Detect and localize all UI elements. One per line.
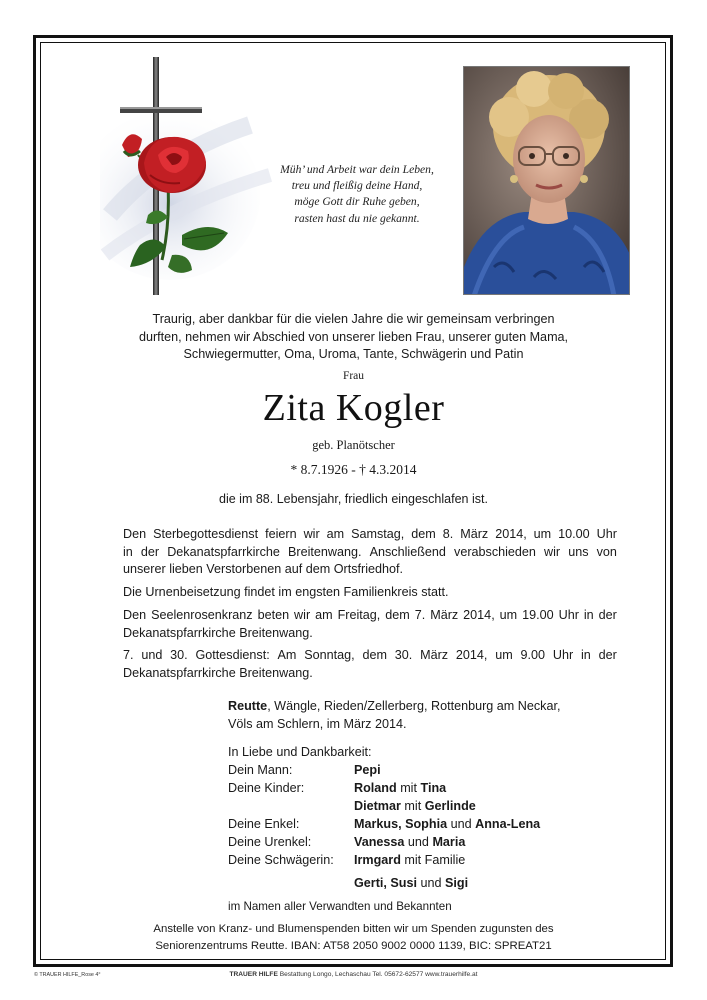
word: feiern — [265, 527, 297, 541]
word: 7. — [414, 608, 426, 622]
poem-line: rasten hast du nie gekannt. — [294, 211, 420, 225]
family-member: Dietmar — [354, 799, 401, 813]
life-dates: * 8.7.1926 - † 4.3.2014 — [290, 462, 417, 477]
word: Anschließend — [369, 544, 446, 559]
word: Am — [277, 648, 297, 662]
family-member: Gerlinde — [424, 799, 476, 813]
brand-name: TRAUER HILFE — [229, 971, 278, 978]
poem — [262, 162, 452, 227]
service-paragraph-4 — [123, 647, 617, 682]
donation-line: Anstelle von Kranz- und Blumenspenden bitten wir um Spenden zugunsten des — [153, 923, 554, 935]
word: der — [140, 544, 160, 559]
family-connector: mit — [404, 799, 422, 813]
donation-note — [60, 921, 647, 955]
service-line: Dekanatspfarrkirche Breitenwang. — [123, 665, 313, 680]
service-paragraph-1 — [123, 526, 617, 579]
family-connector: und — [420, 876, 442, 890]
word: in — [583, 608, 594, 622]
word: Uhr — [552, 648, 574, 662]
word: verabschieden — [454, 544, 536, 559]
family-member: Vanessa — [354, 835, 405, 849]
intro-line: Traurig, aber dankbar für die vielen Jahre die wir gemeinsam verbringen — [152, 312, 555, 326]
cross-rose-emblem — [100, 55, 280, 305]
family-value — [354, 817, 540, 831]
word: 8. — [442, 527, 454, 541]
word: der — [598, 608, 617, 622]
word: Seelenrosenkranz — [151, 608, 253, 622]
family-label: Deine Schwägerin: — [228, 853, 334, 867]
family-label: Deine Enkel: — [228, 817, 300, 831]
word: Den — [123, 608, 147, 622]
donation-line: Seniorenzentrums Reutte. IBAN: AT58 2050 9002 0000 1139, BIC: SPREAT21 — [155, 940, 552, 952]
family-row-great-grandchildren — [0, 835, 707, 855]
contact-info: Bestattung Longo, Lechaschau Tel. 05672-62577 www.trauerhilfe.at — [279, 971, 478, 978]
word: um — [499, 608, 518, 622]
word: 2014, — [463, 608, 495, 622]
family-member: Maria — [432, 835, 466, 849]
deceased-name: Zita Kogler — [262, 387, 445, 429]
word: Freitag, — [337, 608, 381, 622]
word: dem — [411, 527, 436, 541]
family-label: Deine Kinder: — [228, 781, 305, 795]
birth-name: geb. Planötscher — [312, 438, 395, 452]
word: Breitenwang. — [288, 544, 362, 559]
service-line: Die Urnenbeisetzung findet im engsten Familienkreis statt. — [123, 585, 449, 599]
word: von — [596, 544, 617, 559]
service-line — [123, 544, 617, 562]
word: 19.00 — [522, 608, 554, 622]
places-line-2: Völs am Schlern, im März 2014. — [228, 716, 407, 731]
word: und — [141, 648, 163, 662]
word: 9.00 — [520, 648, 546, 662]
word: 2014, — [455, 648, 488, 662]
service-line: Dekanatspfarrkirche Breitenwang. — [123, 625, 313, 640]
family-connector: und — [407, 835, 429, 849]
intro-text — [60, 311, 647, 364]
poem-line: Müh’ und Arbeit war dein Leben, — [280, 163, 434, 176]
word: 30. — [170, 648, 188, 662]
word: wir — [294, 608, 311, 622]
place-first: Reutte — [228, 699, 268, 713]
places — [228, 698, 628, 733]
family-member: Pepi — [354, 763, 381, 777]
word: wir — [544, 544, 561, 559]
family-heading: In Liebe und Dankbarkeit: — [228, 745, 372, 759]
family-connector: mit Familie — [404, 853, 466, 867]
family-value — [354, 799, 476, 813]
word: März — [460, 527, 489, 541]
family-value — [354, 781, 446, 795]
word: 2014, — [495, 527, 527, 541]
word: der — [598, 648, 617, 662]
relatives-note: im Namen aller Verwandten und Bekannten — [228, 900, 452, 913]
family-member: Roland — [354, 781, 397, 795]
family-member: Markus, Sophia — [354, 817, 448, 831]
word: März — [420, 648, 449, 662]
family-value — [354, 853, 465, 867]
family-row-sister-in-law — [0, 853, 707, 873]
intro-line: durften, nehmen wir Abschied von unserer lieben Frau, unserer guten Mama, — [138, 329, 569, 344]
family-connector: und — [450, 817, 472, 831]
passed-text: die im 88. Lebensjahr, friedlich eingeschlafen ist. — [219, 492, 488, 506]
service-paragraph-3 — [123, 607, 617, 642]
word: um — [533, 527, 552, 541]
poem-line: möge Gott dir Ruhe geben, — [294, 195, 420, 209]
word: 30. — [394, 648, 413, 662]
family-label: Dein Mann: — [228, 763, 293, 777]
funeral-home-footer — [0, 971, 707, 978]
family-row-husband — [0, 763, 707, 783]
word: wir — [303, 527, 320, 541]
family-row-children-2 — [0, 799, 707, 819]
poem-line: treu und fleißig deine Hand, — [291, 179, 423, 193]
word: März — [430, 608, 459, 622]
family-connector: mit — [400, 781, 417, 795]
word: in — [580, 648, 591, 662]
family-member: Tina — [420, 781, 447, 795]
salutation: Frau — [342, 370, 365, 382]
service-line — [123, 647, 617, 665]
service-paragraph-2 — [123, 584, 617, 602]
family-member: Gerti, Susi — [354, 876, 417, 890]
places-rest: , Wängle, Rieden/Zellerberg, Rottenburg am Neckar, — [267, 699, 561, 713]
service-line — [123, 526, 617, 544]
word: 10.00 — [558, 527, 590, 541]
word: Den — [123, 527, 147, 541]
family-value — [354, 763, 381, 777]
word: Sterbegottesdienst — [153, 527, 259, 541]
word: um — [495, 648, 513, 662]
word: 7. — [123, 648, 134, 662]
places-line-1 — [228, 698, 628, 716]
service-line: unserer lieben Verstorbenen auf dem Ortsfriedhof. — [123, 562, 404, 576]
family-label: Deine Urenkel: — [228, 835, 312, 849]
word: Uhr — [558, 608, 579, 622]
family-member: Irmgard — [354, 853, 401, 867]
family-value — [354, 876, 468, 890]
copyright-note: © TRAUER HILFE_Rose 4° — [34, 972, 101, 978]
word: am — [315, 608, 333, 622]
word: Gottesdienst: — [195, 648, 270, 662]
word: beten — [257, 608, 290, 622]
word: dem — [385, 608, 410, 622]
word: am — [326, 527, 345, 541]
word: Sonntag, — [304, 648, 355, 662]
intro-line: Schwiegermutter, Oma, Uroma, Tante, Schwägerin und Patin — [183, 347, 524, 362]
portrait-photo — [463, 66, 630, 295]
family-member: Anna-Lena — [475, 817, 541, 831]
word: Samstag, — [351, 527, 405, 541]
family-row-children — [0, 781, 707, 801]
family-row-grandchildren — [0, 817, 707, 837]
word: dem — [362, 648, 387, 662]
word: in — [123, 544, 133, 559]
word: Dekanatspfarrkirche — [167, 544, 280, 559]
word: Uhr — [596, 527, 617, 541]
word: uns — [568, 544, 589, 559]
family-value — [354, 835, 465, 849]
service-line — [123, 607, 617, 625]
family-row-others — [0, 876, 707, 896]
family-member: Sigi — [445, 876, 469, 890]
